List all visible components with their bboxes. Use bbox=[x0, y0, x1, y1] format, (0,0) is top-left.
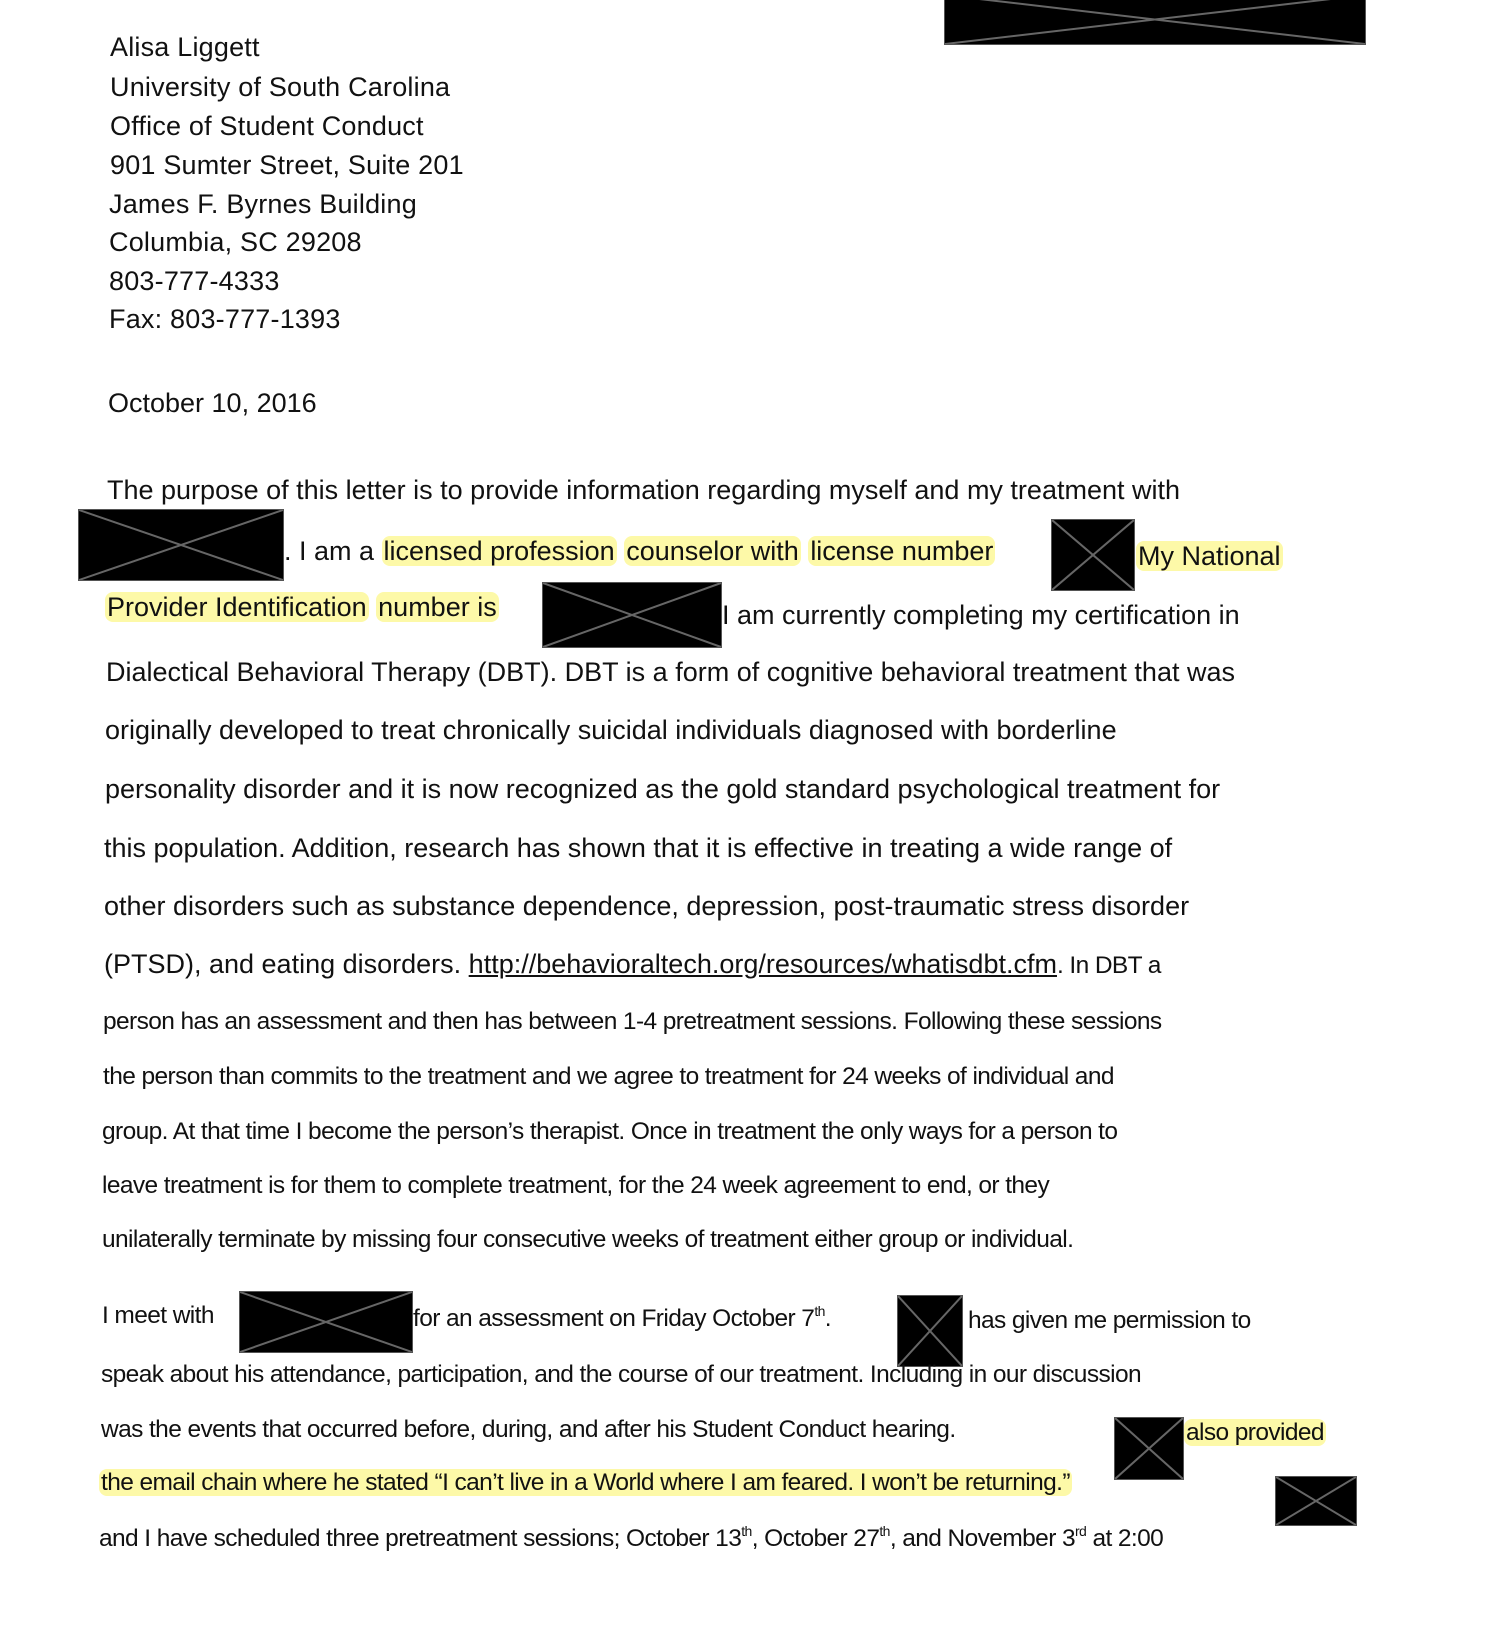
p1-line bbox=[1136, 539, 1283, 573]
highlight: the email chain where he stated “I can’t live in a World where I am feared. I won’t be returning.” bbox=[101, 1469, 1070, 1496]
p2-line: has given me permission to bbox=[968, 1307, 1251, 1334]
p1-line: the person than commits to the treatment and we agree to treatment for 24 weeks of individual and bbox=[103, 1063, 1114, 1090]
sender-phone: 803-777-4333 bbox=[109, 266, 280, 296]
redaction-box-client-pronoun-2 bbox=[1114, 1417, 1184, 1480]
redaction-box-client-pronoun-1 bbox=[897, 1295, 963, 1367]
p1-line: person has an assessment and then has between 1-4 pretreatment sessions. Following these sessions bbox=[103, 1008, 1162, 1035]
highlight: counselor with bbox=[626, 536, 799, 566]
sender-city-state-zip: Columbia, SC 29208 bbox=[109, 227, 362, 257]
letter-date: October 10, 2016 bbox=[108, 388, 317, 418]
dbt-resource-link[interactable]: http://behavioraltech.org/resources/whatisdbt.cfm bbox=[468, 949, 1057, 979]
p1-line: unilaterally terminate by missing four consecutive weeks of treatment either group or individual. bbox=[102, 1226, 1074, 1253]
highlight: number is bbox=[378, 592, 497, 622]
p1-line: originally developed to treat chronically suicidal individuals diagnosed with borderline bbox=[105, 715, 1117, 745]
redaction-box-license-number bbox=[1051, 519, 1135, 591]
redaction-box-client-name bbox=[78, 509, 284, 581]
p1-line: Dialectical Behavioral Therapy (DBT). DBT is a form of cognitive behavioral treatment that was bbox=[106, 657, 1235, 687]
sender-fax: Fax: 803-777-1393 bbox=[109, 304, 341, 334]
highlight: Provider Identification bbox=[107, 592, 367, 622]
p1-line: I am currently completing my certification in bbox=[722, 600, 1240, 630]
highlight: My National bbox=[1138, 541, 1281, 571]
highlight: also provided bbox=[1186, 1419, 1324, 1446]
p1-line: The purpose of this letter is to provide information regarding myself and my treatment with bbox=[107, 475, 1180, 505]
p2-line: I meet with bbox=[102, 1302, 214, 1329]
sender-office: Office of Student Conduct bbox=[110, 111, 424, 141]
p1-line: . I am a licensed profession counselor with license number bbox=[284, 536, 994, 566]
redaction-box-client-pronoun-3 bbox=[1275, 1476, 1357, 1526]
p2-line: was the events that occurred before, during, and after his Student Conduct hearing. bbox=[101, 1416, 956, 1443]
highlight: license number bbox=[810, 536, 994, 566]
redaction-box-client-name-2 bbox=[239, 1291, 413, 1353]
p1-line: leave treatment is for them to complete treatment, for the 24 week agreement to end, or they bbox=[102, 1172, 1050, 1199]
p2-line: speak about his attendance, participation, and the course of our treatment. Including in our discussion bbox=[101, 1361, 1142, 1388]
p1-line: this population. Addition, research has shown that it is effective in treating a wide range of bbox=[104, 833, 1173, 863]
p1-line: group. At that time I become the person’s therapist. Once in treatment the only ways for a person to bbox=[102, 1118, 1118, 1145]
sender-institution: University of South Carolina bbox=[110, 72, 451, 102]
p2-line bbox=[1184, 1416, 1326, 1450]
p2-line bbox=[99, 1466, 1072, 1500]
p1-line: (PTSD), and eating disorders. http://behavioraltech.org/resources/whatisdbt.cfm. In DBT a bbox=[104, 949, 1161, 979]
p1-line bbox=[105, 590, 499, 624]
sender-street: 901 Sumter Street, Suite 201 bbox=[110, 150, 464, 180]
redaction-box-npi-number bbox=[542, 582, 722, 648]
p1-line: other disorders such as substance dependence, depression, post-traumatic stress disorder bbox=[104, 891, 1190, 921]
p2-line: for an assessment on Friday October 7th. bbox=[413, 1303, 832, 1332]
p2-line: and I have scheduled three pretreatment sessions; October 13th, October 27th, and November 3rd at 2:00 bbox=[99, 1523, 1164, 1552]
p1-line: personality disorder and it is now recognized as the gold standard psychological treatment for bbox=[105, 774, 1221, 804]
redaction-box-header bbox=[944, 0, 1366, 45]
sender-name: Alisa Liggett bbox=[110, 32, 260, 62]
highlight: licensed profession bbox=[383, 536, 615, 566]
sender-building: James F. Byrnes Building bbox=[109, 189, 417, 219]
